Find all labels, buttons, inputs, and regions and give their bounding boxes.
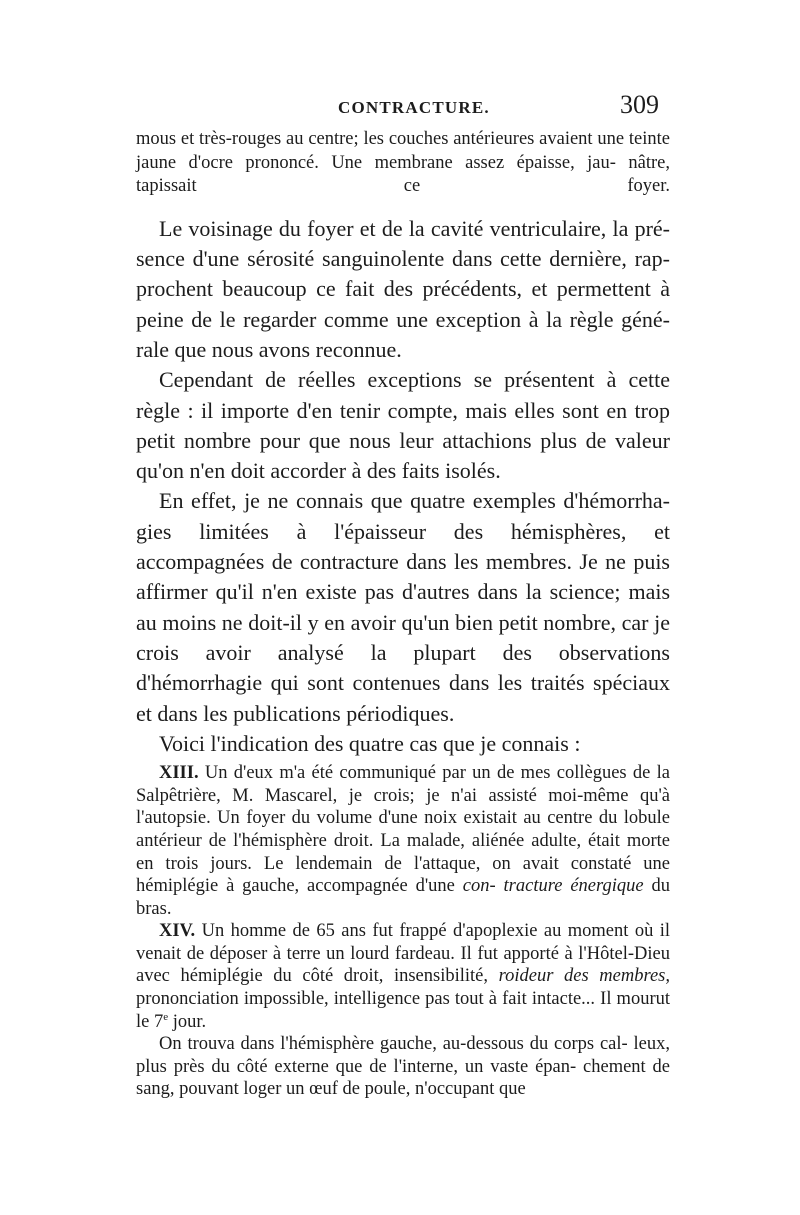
page-number: 309 xyxy=(620,90,659,119)
text-line: où il venait de déposer à terre un lourd fardeau. Il fut apporté à xyxy=(136,921,671,964)
text-line: On trouva dans l'hémisphère gauche, au-dessous du corps cal- xyxy=(159,1034,628,1055)
text-line: n'en doit accorder à des faits isolés. xyxy=(189,458,501,484)
text-line: périodiques. xyxy=(346,700,455,726)
text-line: qu'à l'autopsie. Un foyer du volume d'une noix existait au centre xyxy=(136,785,671,829)
text-line: nâtre, tapissait ce foyer. xyxy=(136,152,670,197)
text-line: jour. xyxy=(168,1011,207,1032)
text-line: l'Hôtel-Dieu avec hémiplégie du côté droit, insensibilité, xyxy=(136,943,670,987)
text-line: mous et très-rouges au centre; les couches antérieures avaient une xyxy=(136,129,625,149)
text-line: de contracture dans les membres. Je ne puis affirmer qu'il xyxy=(136,549,670,605)
text-line: analysé la plupart des observations d'hémorrhagie qui sont xyxy=(136,639,670,696)
case-number: XIII. xyxy=(159,763,199,784)
text-line: avait constaté une hémiplégie à gauche, accompagnée d'une xyxy=(136,853,671,897)
case-xiv xyxy=(136,920,670,1033)
text-line: En effet, je ne connais que quatre exemples d'hémorrha- xyxy=(159,488,670,514)
text-line: chement de sang, pouvant loger un œuf de poule, n'occupant que xyxy=(136,1056,671,1100)
text-line: prononciation impossible, intelligence pas tout à fait xyxy=(136,989,527,1010)
case-xiii xyxy=(136,762,670,920)
text-line: Cependant de réelles exceptions se présentent à cette règle : xyxy=(136,367,670,423)
paragraph-continued xyxy=(136,128,670,199)
text-line: du bras. xyxy=(136,876,671,919)
paragraph-on-trouva xyxy=(136,1033,670,1101)
text-line: peine de le regarder comme une exception à la règle géné- xyxy=(136,306,670,332)
text-line: il importe d'en tenir compte, mais elles sont en trop petit xyxy=(136,397,670,453)
text-line: prochent beaucoup ce fait des précédents, et permettent à xyxy=(136,276,670,302)
text-line: leux, plus près du côté externe que de l'interne, un vaste épan- xyxy=(136,1034,671,1077)
case-number: XIV. xyxy=(159,921,196,942)
italic-text: roideur xyxy=(498,966,554,987)
page-header xyxy=(0,90,800,130)
page-body xyxy=(136,128,670,1101)
text-line: Un homme de 65 ans fut frappé d'apoplexie au moment xyxy=(195,921,629,942)
italic-text: des membres, xyxy=(564,966,671,987)
text-line: du lobule antérieur de l'hémisphère droit. La malade, aliénée xyxy=(136,808,670,851)
paragraph-exceptions xyxy=(136,365,670,486)
paragraph-en-effet xyxy=(136,486,670,728)
text-line: la Salpêtrière, M. Mascarel, je crois; je n'ai assisté moi-même xyxy=(136,763,671,806)
italic-text: con- xyxy=(462,876,496,897)
text-line: Le voisinage du foyer et de la cavité ventriculaire, la pré- xyxy=(159,215,670,241)
paragraph-voici xyxy=(136,729,670,759)
italic-text: tracture énergique xyxy=(503,876,644,897)
text-line: Un d'eux m'a été communiqué par un de mes collègues de xyxy=(198,763,651,784)
text-line: n'en existe pas d'autres dans la science; mais au moins ne xyxy=(136,579,671,635)
text-line: intacte... Il mourut le 7 xyxy=(136,989,670,1032)
text-line: Voici l'indication des quatre cas que je connais : xyxy=(159,730,581,756)
text-line: teinte jaune d'ocre prononcé. Une membrane assez épaisse, jau- xyxy=(136,129,670,173)
text-line: sence d'une sérosité sanguinolente dans cette dernière, rap- xyxy=(136,246,670,272)
text-line: contenues dans les traités spéciaux et dans les publications xyxy=(136,670,670,726)
text-line: doit-il y en avoir qu'un bien petit nombre, car je crois avoir xyxy=(136,609,670,665)
superscript: e xyxy=(163,1010,169,1023)
paragraph-voisinage xyxy=(136,214,670,365)
text-line: adulte, était morte en trois jours. Le lendemain de l'attaque, on xyxy=(136,830,671,874)
text-line: nombre pour que nous leur attachions plus de valeur qu'on xyxy=(136,427,670,484)
running-title: CONTRACTURE. xyxy=(338,98,490,117)
text-line: rale que nous avons reconnue. xyxy=(136,336,402,362)
text-line: gies limitées à l'épaisseur des hémisphères, et accompagnées xyxy=(136,518,670,575)
